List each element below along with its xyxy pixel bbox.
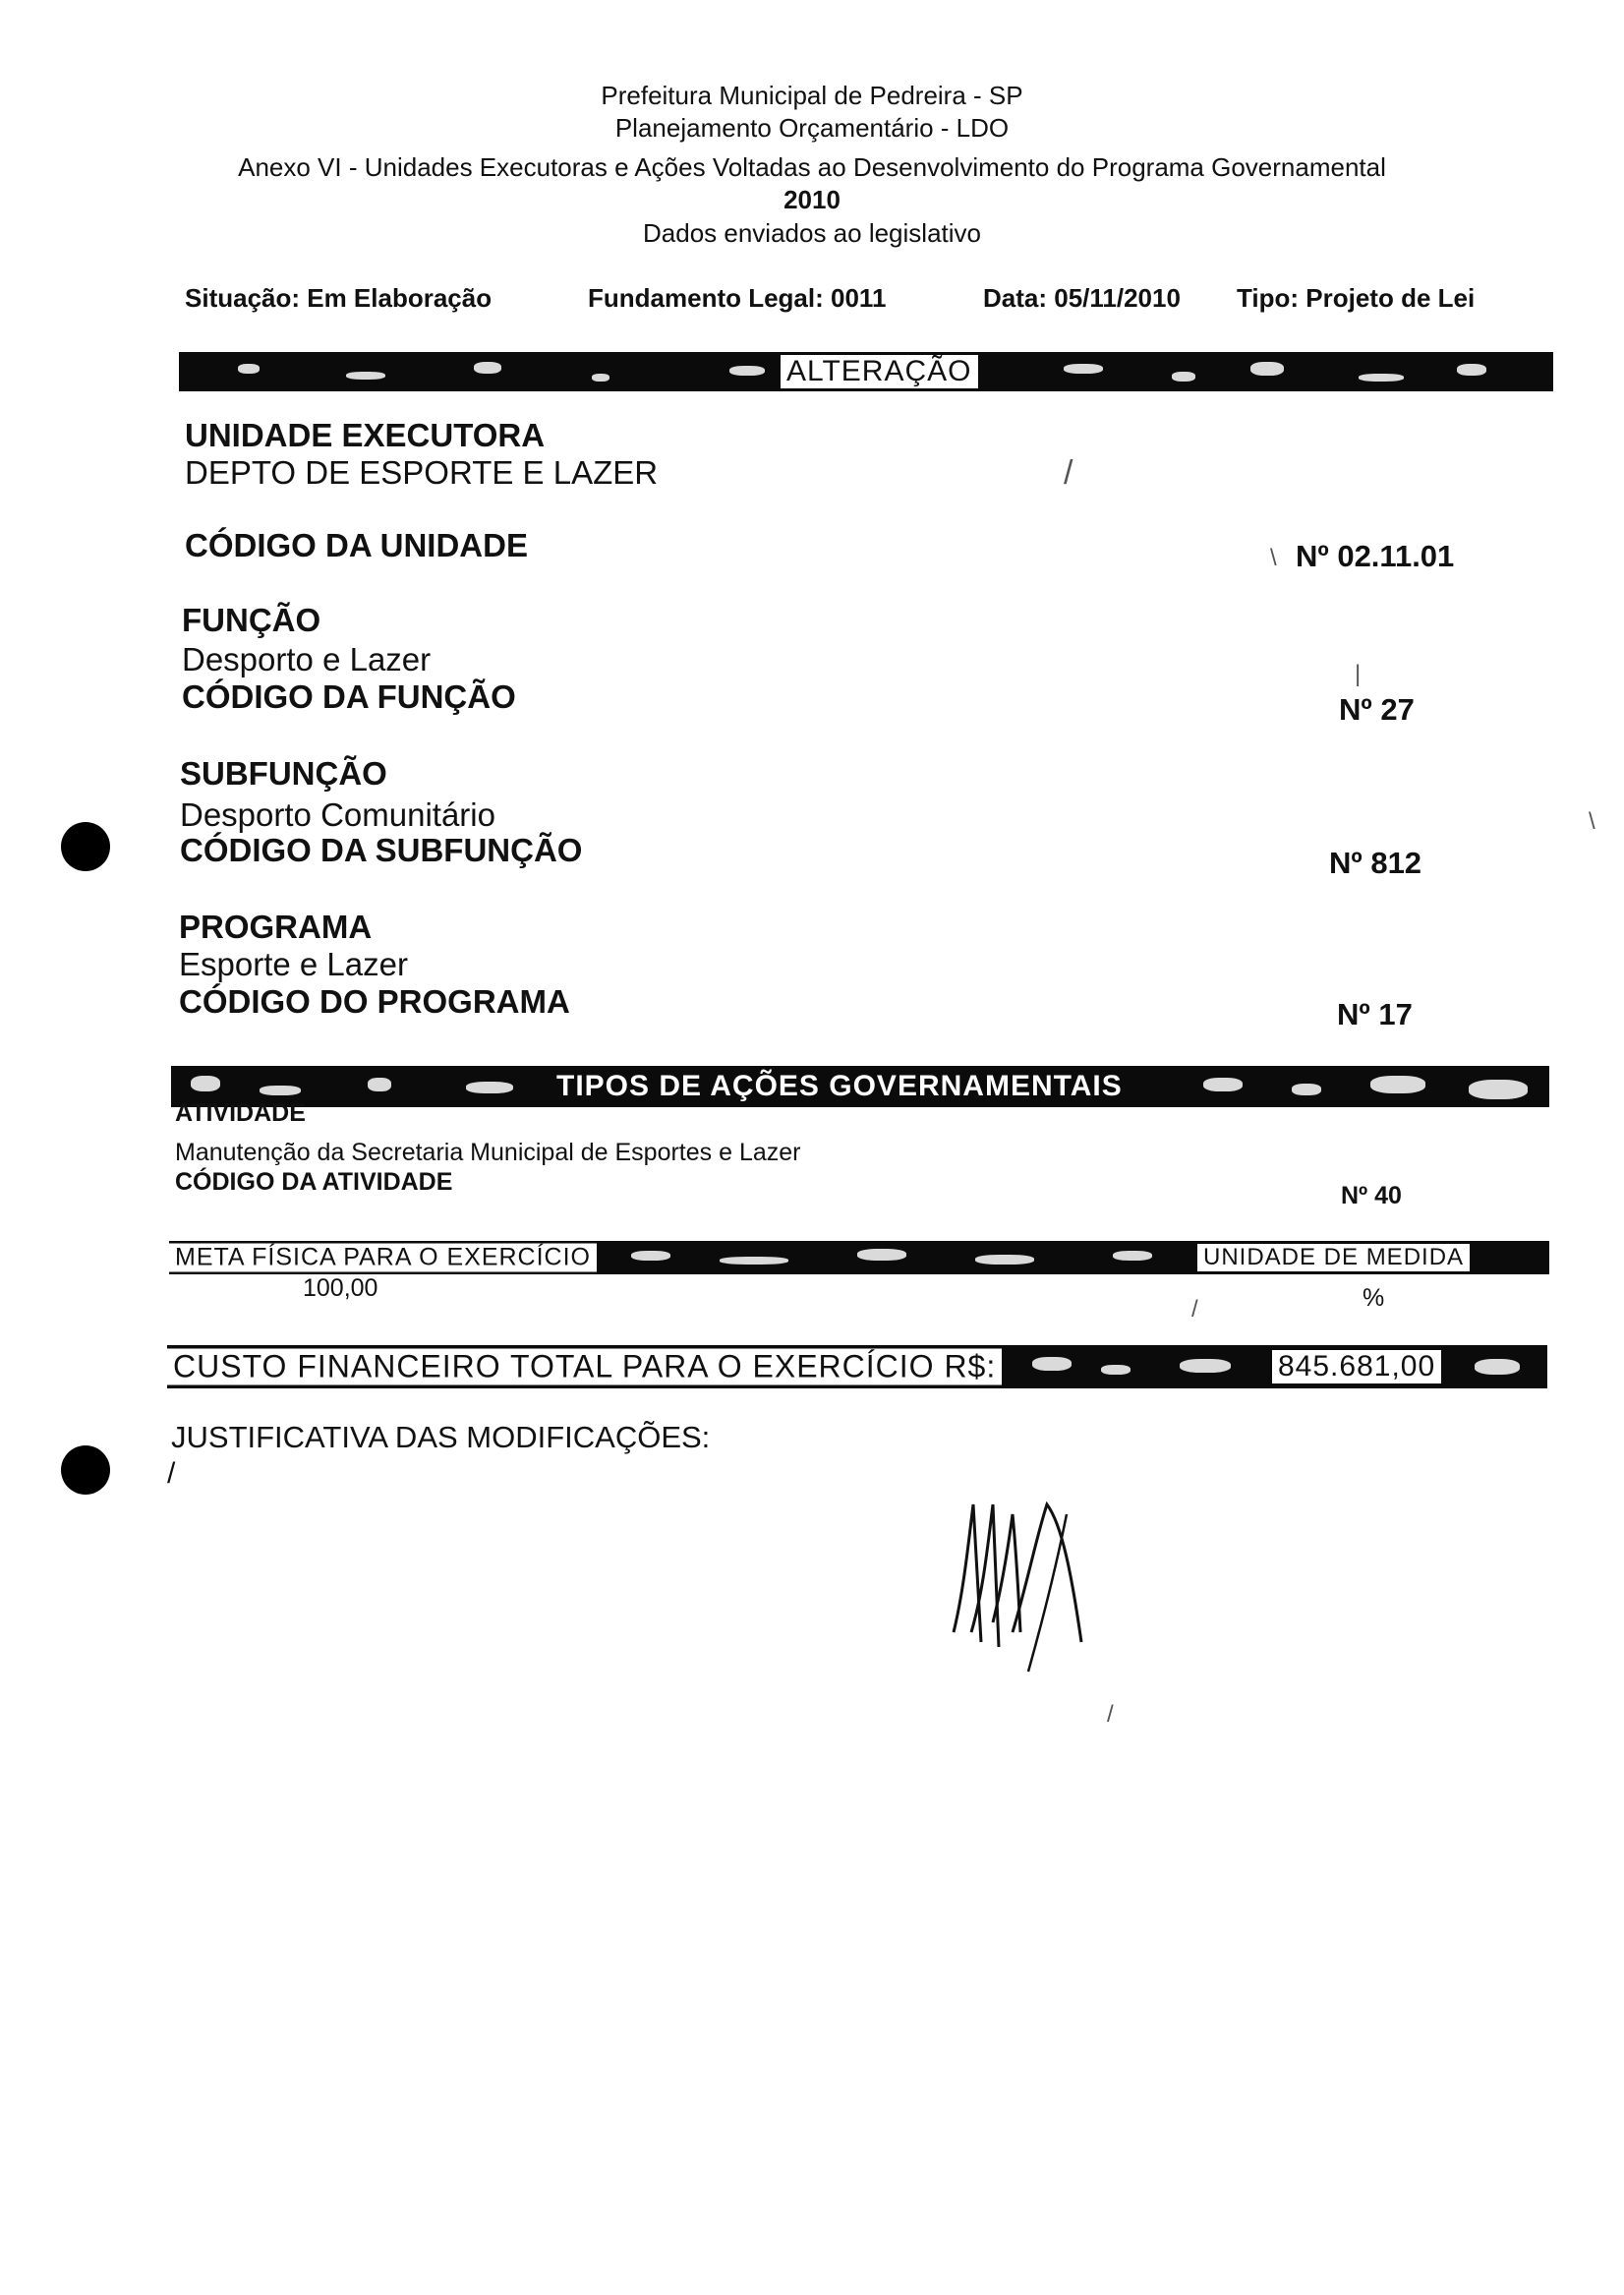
scan-mark: / [1107, 1701, 1114, 1728]
custo-financeiro-label: CUSTO FINANCEIRO TOTAL PARA O EXERCÍCIO R$: [167, 1349, 1002, 1385]
header-year: 2010 [783, 185, 841, 214]
header-annex-title: Anexo VI - Unidades Executoras e Ações Voltadas ao Desenvolvimento do Programa Governamental [238, 152, 1386, 182]
scan-mark: \ [1270, 545, 1277, 571]
subfuncao-code-label: CÓDIGO DA SUBFUNÇÃO [180, 832, 583, 868]
funcao-title: FUNÇÃO [182, 602, 321, 638]
subfuncao-code: Nº 812 [1329, 846, 1422, 880]
scan-mark: / [1191, 1296, 1198, 1323]
programa-name: Esporte e Lazer [179, 946, 408, 982]
atividade-code: Nº 40 [1341, 1182, 1402, 1209]
binder-hole-mark [61, 822, 110, 871]
scan-mark: | [1355, 661, 1362, 687]
data-field: Data: 05/11/2010 [983, 283, 1181, 313]
programa-title: PROGRAMA [179, 909, 373, 945]
funcao-code-label: CÓDIGO DA FUNÇÃO [182, 678, 516, 715]
tipo-field: Tipo: Projeto de Lei [1237, 283, 1476, 313]
tipos-acoes-label: TIPOS DE AÇÕES GOVERNAMENTAIS [556, 1070, 1123, 1102]
handwritten-signature [934, 1485, 1131, 1681]
funcao-name: Desporto e Lazer [182, 641, 432, 677]
subfuncao-title: SUBFUNÇÃO [180, 755, 387, 792]
header-status-note: Dados enviados ao legislativo [643, 218, 981, 248]
fundamento-field: Fundamento Legal: 0011 [588, 283, 887, 313]
custo-financeiro-value: 845.681,00 [1272, 1350, 1441, 1383]
header-planning: Planejamento Orçamentário - LDO [614, 113, 1010, 143]
meta-fisica-bar [169, 1241, 1549, 1274]
unidade-title: UNIDADE EXECUTORA [185, 417, 546, 453]
alteracao-bar [179, 352, 1553, 391]
scan-mark: / [1064, 454, 1073, 492]
binder-hole-mark [61, 1445, 110, 1495]
custo-financeiro-bar [167, 1345, 1547, 1388]
atividade-name: Manutenção da Secretaria Municipal de Esportes e Lazer [175, 1139, 801, 1166]
meta-fisica-label: META FÍSICA PARA O EXERCÍCIO [169, 1244, 597, 1272]
justificativa-text: / [167, 1457, 176, 1490]
header-municipality: Prefeitura Municipal de Pedreira - SP [601, 81, 1023, 110]
meta-fisica-value: 100,00 [303, 1274, 378, 1302]
subfuncao-name: Desporto Comunitário [180, 796, 495, 833]
atividade-title: ATIVIDADE [175, 1099, 306, 1127]
scan-mark: \ [1589, 808, 1595, 835]
unidade-code-label: CÓDIGO DA UNIDADE [185, 527, 528, 563]
programa-code-label: CÓDIGO DO PROGRAMA [179, 983, 570, 1020]
unidade-code: Nº 02.11.01 [1296, 539, 1455, 573]
atividade-code-label: CÓDIGO DA ATIVIDADE [175, 1168, 453, 1196]
tipos-acoes-bar [171, 1066, 1549, 1107]
funcao-code: Nº 27 [1339, 692, 1415, 727]
justificativa-label: JUSTIFICATIVA DAS MODIFICAÇÕES: [171, 1420, 711, 1454]
unidade-name: DEPTO DE ESPORTE E LAZER [185, 454, 659, 491]
programa-code: Nº 17 [1337, 997, 1413, 1031]
unidade-medida-label: UNIDADE DE MEDIDA [1197, 1244, 1470, 1271]
situacao-field: Situação: Em Elaboração [185, 283, 493, 313]
alteracao-label: ALTERAÇÃO [781, 355, 978, 388]
unidade-medida-value: % [1363, 1284, 1385, 1312]
